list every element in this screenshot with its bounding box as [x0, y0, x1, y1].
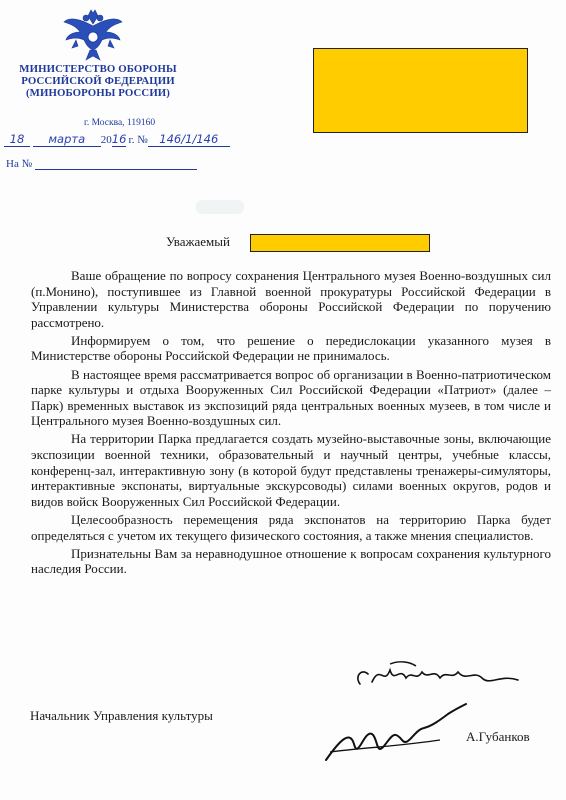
ministry-line-3: (МИНОБОРОНЫ РОССИИ): [25, 87, 171, 99]
handwritten-note-signature: [350, 656, 530, 696]
paragraph-4: На территории Парка предлагается создать музейно-выставочные зоны, включающие экспозиции военной техники, образовательный и научный центры, учебные классы, конференц-зал, интерактивную зону (в которой будут представлены тренажеры-симуляторы, интерактивные экспонаты, виртуальные экскурсоводы) силами военных округов, родов и видов войск Вооруженных Сил Российской Федерации.: [31, 431, 551, 509]
ministry-line-2: РОССИЙСКОЙ ФЕДЕРАЦИИ: [21, 75, 175, 87]
redacted-addressee-block: [313, 48, 528, 133]
paragraph-2: Информируем о том, что решение о передислокации указанного музея в Министерстве обороны Российской Федерации не принималось.: [31, 332, 551, 364]
letter-body: [31, 268, 551, 579]
date-day: 18: [4, 132, 30, 147]
salutation: Уважаемый: [166, 234, 230, 249]
paragraph-1: Ваше обращение по вопросу сохранения Центрального музея Военно-воздушных сил (п.Монино), поступившее из Главной военной прокуратуры Российской Федерации в Управлении культуры Министерства обороны Российской Федерации по поручению рассмотрено.: [31, 268, 551, 330]
number-value: 146/1/146: [148, 132, 230, 147]
signature: [320, 700, 470, 770]
ministry-line-1: МИНИСТЕРСТВО ОБОРОНЫ: [19, 63, 177, 75]
signatory-name: А.Губанков: [466, 729, 530, 744]
signatory-position: Начальник Управления культуры: [30, 708, 213, 723]
number-label: г. №: [128, 134, 148, 146]
ministry-name: [10, 63, 186, 99]
double-headed-eagle-emblem-icon: [62, 6, 124, 64]
paragraph-3: В настоящее время рассматривается вопрос об организации в Военно-патриотическом парке культуры и отдыха Вооруженных Сил Российской Федерации «Патриот» (далее – Парк) временных выставок из экспозиций ряда центральных военных музеев, в том числе и Центрального музея Военно-воздушных сил.: [31, 366, 551, 429]
reference-line: [6, 158, 202, 170]
date-month: марта: [33, 132, 101, 147]
date-year-suffix: 16: [111, 132, 127, 146]
paragraph-5: Целесообразность перемещения ряда экспонатов на территорию Парка будет определяться с учетом их текущего физического состояния, а также мнения специалистов.: [31, 511, 551, 543]
ref-label: На №: [6, 158, 33, 170]
stamp-smudge: [196, 200, 244, 214]
redacted-addressee-name: [250, 234, 430, 252]
ref-blank: [35, 159, 197, 170]
date-line: [4, 132, 244, 154]
date-year-prefix: 20: [100, 134, 112, 146]
city-postcode: г. Москва, 119160: [84, 118, 156, 128]
paragraph-6: Признательны Вам за неравнодушное отношение к вопросам сохранения культурного наследия России.: [31, 545, 551, 577]
